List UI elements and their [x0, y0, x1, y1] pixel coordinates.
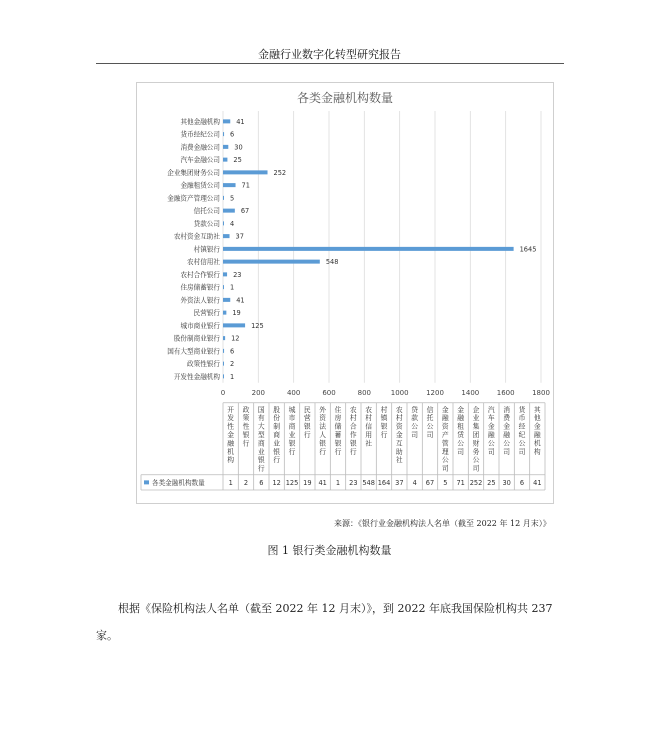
table-header-cell: 农村合作银行	[349, 405, 357, 456]
figure-caption: 图 1 银行类金融机构数量	[267, 544, 392, 557]
category-label: 住房储蓄银行	[180, 283, 220, 292]
data-label: 548	[325, 258, 339, 267]
x-tick-label: 400	[286, 388, 301, 397]
bar	[223, 158, 227, 162]
table-value-cell: 23	[349, 478, 358, 487]
table-value-cell: 252	[469, 478, 483, 487]
table-value-cell: 1	[228, 478, 233, 487]
bar	[223, 247, 514, 251]
data-label: 25	[233, 156, 242, 165]
legend-swatch	[144, 480, 149, 484]
data-label: 1	[230, 372, 235, 381]
data-label: 12	[231, 334, 240, 343]
header-divider	[96, 63, 564, 64]
table-header-cell: 金融租赁公司	[457, 405, 465, 456]
table-header-cell: 股份制商业银行	[273, 405, 281, 465]
table-value-cell: 6	[519, 478, 525, 487]
x-tick-label: 1800	[532, 388, 550, 397]
body-paragraph: 根据《保险机构法人名单（截至 2022 年 12 月末）》，到 2022 年底我国保险机构共 237 家。	[96, 602, 553, 642]
data-label: 4	[230, 219, 235, 228]
data-label: 30	[234, 143, 243, 152]
table-value-cell: 1	[335, 478, 341, 487]
table-header-cell: 国有大型商业银行	[257, 405, 265, 473]
table-header-cell: 金融资产管理公司	[441, 405, 449, 473]
x-tick-label: 1400	[461, 388, 480, 397]
table-header-cell: 货币经纪公司	[518, 405, 526, 456]
table-header-cell: 开发性金融机构	[227, 405, 235, 465]
bar	[223, 234, 230, 238]
chart-container	[136, 82, 554, 504]
table-header-cell: 城市商业银行	[288, 405, 296, 456]
category-label: 其他金融机构	[180, 117, 220, 126]
bar	[223, 311, 226, 315]
category-label: 企业集团财务公司	[167, 168, 220, 177]
data-label: 19	[232, 309, 241, 318]
category-label: 金融资产管理公司	[167, 194, 220, 203]
table-value-cell: 6	[259, 478, 264, 487]
table-header-cell: 村镇银行	[380, 405, 388, 439]
data-label: 252	[273, 168, 287, 177]
category-label: 消费金融公司	[180, 143, 220, 152]
x-tick-label: 200	[251, 388, 266, 397]
category-label: 农村资金互助社	[173, 232, 220, 241]
bar	[223, 132, 224, 136]
source-note: 来源：《银行业金融机构法人名单（截至 2022 年 12 月末）》	[334, 519, 551, 528]
bar	[223, 272, 227, 276]
table-header-cell: 汽车金融公司	[487, 405, 495, 456]
legend-label: 各类金融机构数量	[152, 478, 205, 487]
data-label: 6	[230, 130, 235, 139]
category-label: 国有大型商业银行	[167, 347, 220, 356]
category-label: 货币经纪公司	[180, 130, 220, 139]
x-tick-label: 0	[220, 388, 226, 397]
category-label: 开发性金融机构	[173, 372, 220, 381]
x-tick-label: 600	[322, 388, 336, 397]
x-tick-label: 1600	[496, 388, 515, 397]
table-value-cell: 2	[243, 478, 249, 487]
bar	[223, 349, 224, 353]
data-label: 71	[241, 181, 250, 190]
bar	[223, 196, 224, 200]
bar	[223, 323, 245, 327]
table-header-cell: 政策性银行	[242, 405, 250, 448]
category-label: 贷款公司	[193, 219, 220, 228]
table-value-cell: 19	[303, 478, 312, 487]
x-tick-label: 1200	[426, 388, 444, 397]
category-label: 农村合作银行	[180, 270, 220, 279]
table-value-cell: 164	[377, 478, 391, 487]
table-value-cell: 12	[272, 478, 281, 487]
table-value-cell: 4	[412, 478, 417, 487]
table-header-cell: 企业集团财务公司	[472, 405, 480, 473]
bar	[223, 374, 224, 378]
table-header-cell: 外资法人银行	[319, 405, 327, 456]
data-label: 23	[233, 270, 242, 279]
category-label: 村镇银行	[193, 245, 220, 254]
category-label: 外资法人银行	[180, 296, 220, 305]
table-header-cell: 贷款公司	[411, 405, 419, 439]
x-tick-label: 1000	[390, 388, 409, 397]
bar	[223, 145, 228, 149]
table-header-cell: 信托公司	[426, 405, 434, 439]
data-label: 6	[230, 347, 235, 356]
table-value-cell: 548	[362, 478, 375, 487]
table-value-cell: 67	[425, 478, 435, 487]
category-label: 政策性银行	[187, 360, 220, 369]
data-label: 1645	[519, 245, 537, 254]
table-value-cell: 71	[456, 478, 465, 487]
data-label: 2	[230, 360, 235, 369]
data-label: 41	[236, 117, 245, 126]
category-label: 农村信用社	[187, 258, 220, 267]
table-value-cell: 37	[395, 478, 404, 487]
table-header-cell: 农村资金互助社	[395, 405, 403, 465]
table-header-cell: 其他金融机构	[533, 405, 541, 456]
table-value-cell: 41	[318, 478, 327, 487]
bar	[223, 298, 230, 302]
data-label: 41	[236, 296, 245, 305]
bar	[223, 362, 224, 366]
data-label: 125	[251, 321, 264, 330]
category-label: 城市商业银行	[180, 321, 220, 330]
table-header-cell: 消费金融公司	[503, 405, 511, 456]
table-value-cell: 5	[443, 478, 448, 487]
category-label: 金融租赁公司	[180, 181, 220, 190]
table-value-cell: 25	[487, 478, 496, 487]
category-label: 汽车金融公司	[180, 156, 220, 165]
bar	[223, 260, 320, 264]
category-label: 民营银行	[193, 309, 220, 318]
table-value-cell: 41	[533, 478, 542, 487]
bar	[223, 285, 224, 289]
bar	[223, 336, 225, 340]
category-label: 股份制商业银行	[173, 334, 220, 343]
table-header-cell: 民营银行	[303, 405, 311, 439]
bar-chart	[137, 83, 553, 503]
table-header-cell: 住房储蓄银行	[334, 405, 342, 456]
bar	[223, 119, 230, 123]
bar	[223, 170, 268, 174]
x-tick-label: 800	[357, 388, 372, 397]
table-header-cell: 农村信用社	[365, 405, 373, 448]
data-label: 37	[235, 232, 244, 241]
category-label: 信托公司	[193, 207, 220, 216]
data-label: 5	[230, 194, 235, 203]
page-header: 金融行业数字化转型研究报告	[258, 48, 401, 61]
data-label: 67	[240, 207, 250, 216]
bar	[223, 183, 236, 187]
table-value-cell: 30	[502, 478, 511, 487]
chart-title: 各类金融机构数量	[296, 91, 394, 105]
data-label: 1	[230, 283, 235, 292]
table-value-cell: 125	[285, 478, 299, 487]
bar	[223, 209, 235, 213]
bar	[223, 221, 224, 225]
